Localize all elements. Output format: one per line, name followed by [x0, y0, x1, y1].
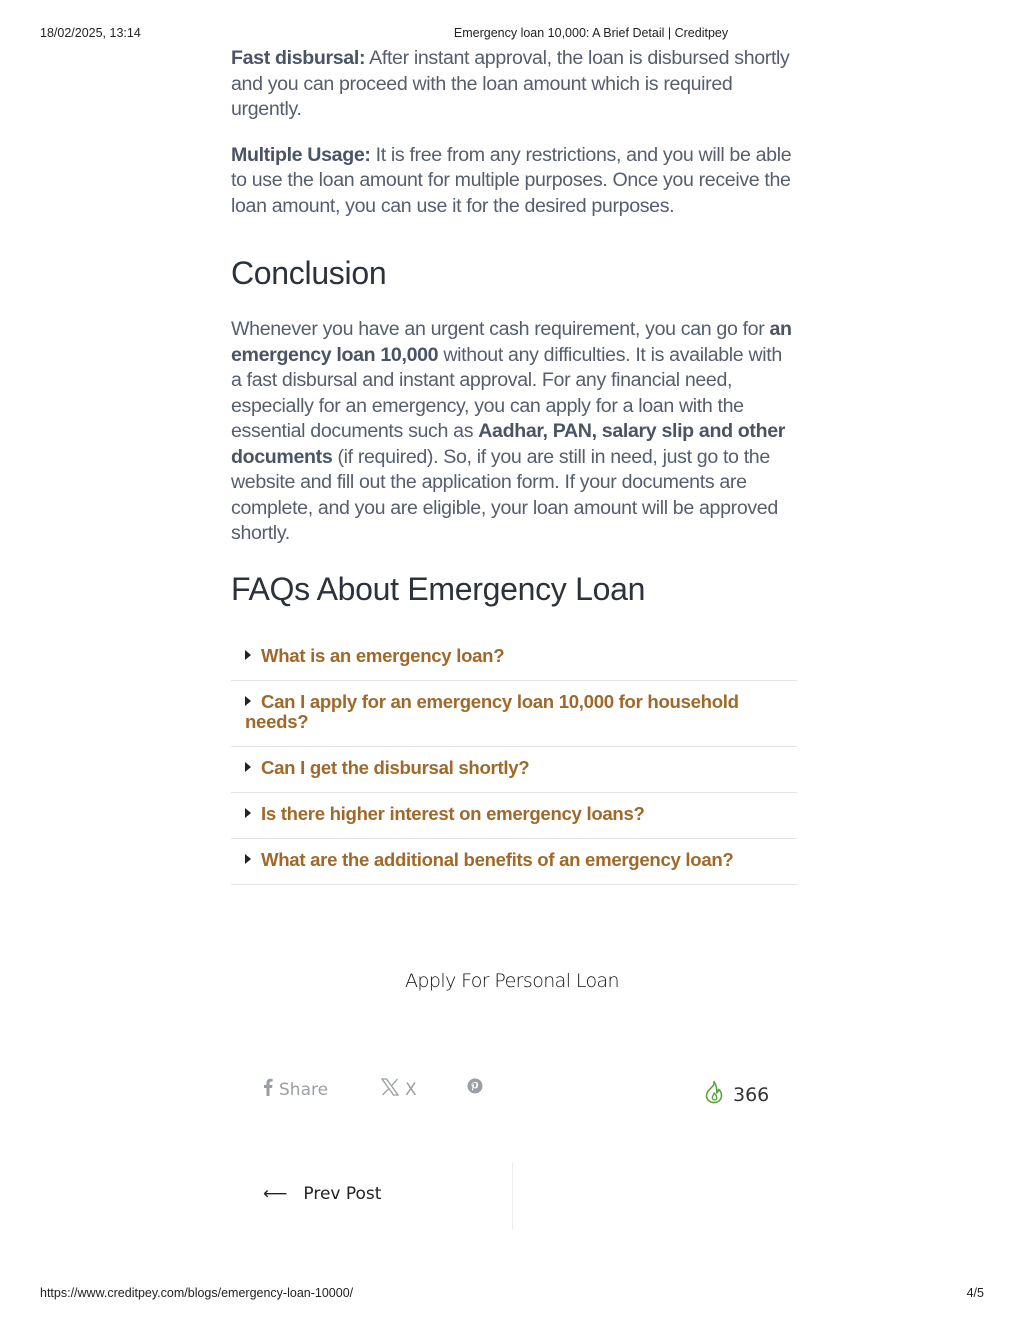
- print-header: [0, 26, 1024, 42]
- benefit-label: Multiple Usage:: [231, 143, 371, 166]
- print-datetime: 18/02/2025, 13:14: [40, 26, 141, 40]
- print-page-number: 4/5: [966, 1286, 984, 1300]
- faq-item[interactable]: [231, 793, 797, 839]
- faq-item[interactable]: [231, 747, 797, 793]
- faqs-heading: FAQs About Emergency Loan: [231, 570, 646, 607]
- caret-right-icon: [245, 650, 251, 660]
- caret-right-icon: [245, 696, 251, 706]
- x-logo-icon: [381, 1078, 399, 1101]
- caret-right-icon: [245, 762, 251, 772]
- faq-question: Can I get the disbursal shortly?: [261, 756, 530, 778]
- faq-question: Is there higher interest on emergency loans?: [261, 802, 645, 824]
- conclusion-heading: Conclusion: [231, 255, 387, 291]
- benefit-fast-disbursal: [231, 46, 797, 123]
- conclusion-text: without any difficulties. It is available with a fast disbursal and instant approval. For any financial need, especially for an emergency, you can apply for a loan with the essential documents such as: [231, 343, 782, 442]
- article-content: [231, 46, 797, 885]
- x-share-button[interactable]: [381, 1078, 417, 1101]
- benefit-multiple-usage: [231, 143, 797, 220]
- faq-item[interactable]: [231, 839, 797, 885]
- facebook-share-label: Share: [279, 1079, 329, 1100]
- faq-list: [231, 633, 797, 885]
- share-row: [0, 1078, 1024, 1108]
- post-nav-divider: [512, 1163, 513, 1229]
- print-url: https://www.creditpey.com/blogs/emergency-loan-10000/: [40, 1286, 354, 1300]
- x-share-label: X: [405, 1079, 417, 1100]
- facebook-share-button[interactable]: [263, 1078, 328, 1101]
- conclusion-text: (if required). So, if you are still in need, just go to the website and fill out the application form. If your documents are complete, and you are eligible, your loan amount will be approved shortly.: [231, 445, 778, 544]
- benefit-text: After instant approval, the loan is disbursed shortly and you can proceed with the loan amount which is required urgently.: [231, 47, 790, 120]
- prev-post-label: Prev Post: [303, 1184, 382, 1204]
- faq-item[interactable]: [231, 681, 797, 747]
- pinterest-share-button[interactable]: [467, 1078, 483, 1099]
- facebook-icon: [263, 1078, 273, 1101]
- conclusion-bold: Aadhar, PAN, salary slip and other documents: [231, 420, 786, 468]
- views-count: [703, 1080, 769, 1109]
- benefit-text: It is free from any restrictions, and you will be able to use the loan amount for multiple purposes. Once you receive the loan amount, you can use it for the desired purposes.: [231, 143, 792, 217]
- benefit-label: Fast disbursal:: [231, 47, 366, 69]
- caret-right-icon: [245, 854, 251, 864]
- conclusion-paragraph: [231, 317, 797, 547]
- faq-question: What is an emergency loan?: [261, 644, 505, 666]
- print-footer: [0, 1286, 1024, 1302]
- print-page-title: Emergency loan 10,000: A Brief Detail | Creditpey: [453, 26, 729, 40]
- arrow-left-icon: ⟵: [263, 1184, 288, 1204]
- faq-question: Can I apply for an emergency loan 10,000 for household needs?: [245, 690, 739, 732]
- faq-question: What are the additional benefits of an emergency loan?: [261, 848, 734, 870]
- apply-cta: [0, 970, 1024, 992]
- apply-personal-loan-link[interactable]: Apply For Personal Loan: [405, 970, 619, 992]
- prev-post-link[interactable]: [263, 1184, 381, 1204]
- fire-icon: [703, 1080, 725, 1109]
- views-count-value: 366: [733, 1083, 770, 1106]
- pinterest-icon: [467, 1078, 483, 1099]
- caret-right-icon: [245, 808, 251, 818]
- faq-item[interactable]: [231, 633, 797, 681]
- conclusion-bold: an emergency loan 10,000: [231, 318, 792, 366]
- conclusion-text: Whenever you have an urgent cash requirement, you can go for: [231, 318, 770, 340]
